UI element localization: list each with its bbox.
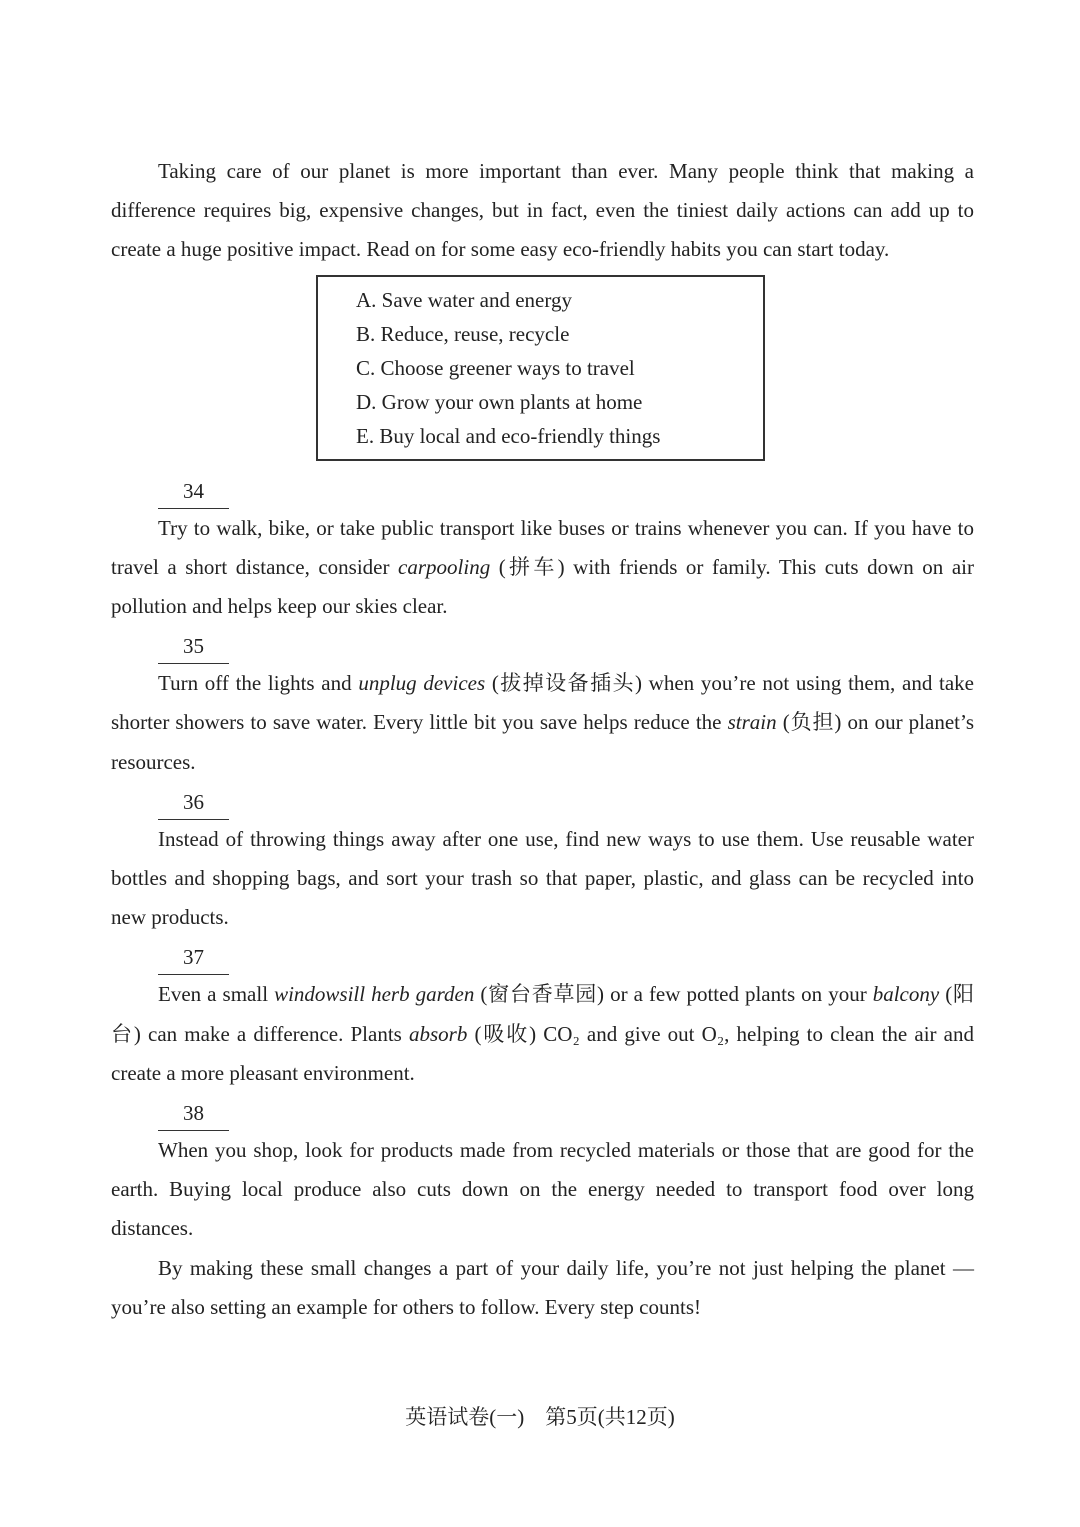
paragraph-36 [111,820,974,938]
question-35-section [111,628,974,782]
answer-blank-38[interactable]: 38 [158,1095,229,1131]
italic-term: absorb [408,1021,468,1046]
paragraph-37 [111,975,974,1093]
text-segment: Instead of throwing things away after one use, find new ways to use them. Use reusable water bottles and shopping bags, and sort your trash so that paper, plastic, and glass can be recycled into new products. [111,826,974,930]
option-a: A. Save water and energy [356,287,572,312]
text-segment: (拼车) with friends or family. This cuts down on air pollution and helps keep our skies clear. [111,554,974,619]
text-segment: (拔掉设备插头) when you’re not using them, and take shorter showers to save water. Every little bit you save helps reduce the [111,671,974,735]
italic-term: windowsill herb garden [274,982,475,1007]
answer-blank-34[interactable]: 34 [158,473,229,509]
option-d: D. Grow your own plants at home [356,389,643,414]
question-34-section [111,473,974,627]
option-b: B. Reduce, reuse, recycle [356,321,570,346]
paragraph-38 [111,1131,974,1249]
italic-term: unplug devices [358,671,486,696]
page-footer: 英语试卷(一) 第5页(共12页) [405,1405,675,1429]
question-36-section [111,784,974,938]
answer-blank-35[interactable]: 35 [158,628,229,664]
options-box [316,275,765,461]
question-37-section [111,939,974,1093]
text-segment: (窗台香草园) or a few potted plants on your [474,982,873,1007]
italic-term: balcony [872,982,940,1007]
conclusion-paragraph: By making these small changes a part of your daily life, you’re not just helping the planet — you’re also setting an example for others to follow. Every step counts! [111,1255,974,1319]
question-38-section [111,1095,974,1249]
exam-page-content [111,152,974,1327]
italic-term: carpooling [398,554,491,579]
answer-blank-36[interactable]: 36 [158,784,229,820]
text-segment: Turn off the lights and [158,671,359,696]
text-segment: (阳台) can make a difference. Plants [111,982,975,1046]
answer-blank-37[interactable]: 37 [158,939,229,975]
option-e: E. Buy local and eco-friendly things [356,423,661,448]
italic-term: strain [727,710,777,735]
text-segment: (吸收) CO₂ and give out O₂, helping to clean the air and create a more pleasant environment. [111,1021,974,1085]
text-segment: (负担) on our planet’s resources. [111,710,974,774]
paragraph-34 [111,509,974,627]
intro-paragraph: Taking care of our planet is more important than ever. Many people think that making a difference requires big, expensive changes, but in fact, even the tiniest daily actions can add up to create a huge positive impact. Read on for some easy eco-friendly habits you can start today. [111,159,974,262]
option-c: C. Choose greener ways to travel [356,355,635,380]
text-segment: When you shop, look for products made from recycled materials or those that are good for the earth. Buying local produce also cuts down on the energy needed to transport food over long distances. [111,1138,974,1241]
text-segment: Try to walk, bike, or take public transport like buses or trains whenever you can. If you have to travel a short distance, consider [111,515,974,579]
text-segment: Even a small [158,982,275,1007]
paragraph-35 [111,664,974,782]
